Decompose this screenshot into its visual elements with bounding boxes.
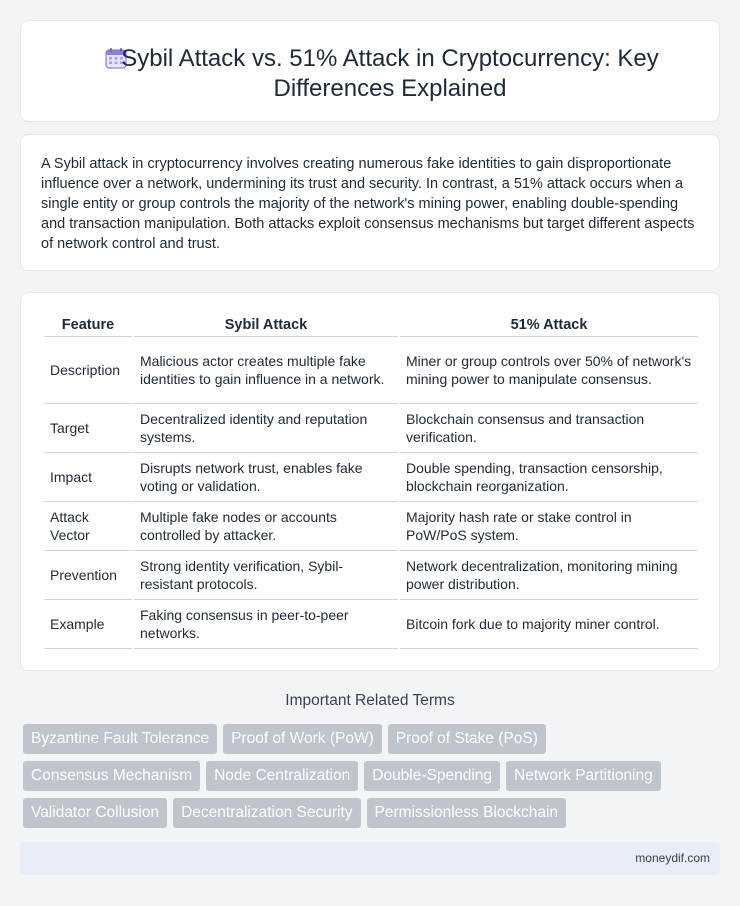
row-feature: Impact [44, 453, 132, 502]
table-row [44, 404, 698, 453]
tag-node-centralization[interactable]: Node Centralization [206, 761, 358, 791]
row-sybil: Disrupts network trust, enables fake voting or validation. [134, 453, 398, 502]
related-terms-title: Important Related Terms [285, 692, 455, 709]
row-sybil: Multiple fake nodes or accounts controlled by attacker. [134, 502, 398, 551]
tag-row [23, 798, 723, 828]
comparison-table-card [20, 292, 720, 671]
row-51: Majority hash rate or stake control in PoW/PoS system. [400, 502, 698, 551]
tag-proof-of-stake[interactable]: Proof of Stake (PoS) [388, 724, 546, 754]
row-sybil: Faking consensus in peer-to-peer networks. [134, 600, 398, 649]
intro-paragraph: A Sybil attack in cryptocurrency involves creating numerous fake identities to gain disproportionate influence over a network, undermining its trust and security. In contrast, a 51% attack occurs when a single entity or group controls the majority of the network's mining power, enabling double-spending and transaction manipulation. Both attacks exploit consensus mechanisms but target different aspects of network control and trust. [41, 156, 695, 252]
row-feature: Target [44, 404, 132, 453]
page-title: Sybil Attack vs. 51% Attack in Cryptocurrency: Key Differences Explained [121, 45, 659, 102]
table-row [44, 337, 698, 404]
row-sybil: Strong identity verification, Sybil-resistant protocols. [134, 551, 398, 600]
row-sybil: Malicious actor creates multiple fake identities to gain influence in a network. [134, 337, 398, 404]
tag-proof-of-work[interactable]: Proof of Work (PoW) [223, 724, 382, 754]
tag-row [23, 724, 723, 754]
tag-decentralization-security[interactable]: Decentralization Security [173, 798, 360, 828]
row-feature: Example [44, 600, 132, 649]
tag-network-partitioning[interactable]: Network Partitioning [506, 761, 661, 791]
row-feature: Attack Vector [44, 502, 132, 551]
row-feature: Description [44, 337, 132, 404]
row-51: Blockchain consensus and transaction verification. [400, 404, 698, 453]
table-header-row [44, 313, 698, 337]
tag-double-spending[interactable]: Double-Spending [364, 761, 500, 791]
related-terms-list [23, 724, 723, 835]
row-51: Bitcoin fork due to majority miner control. [400, 600, 698, 649]
comparison-table [42, 313, 700, 649]
title-card [20, 20, 720, 122]
table-row [44, 502, 698, 551]
intro-card [20, 134, 720, 271]
row-51: Miner or group controls over 50% of network's mining power to manipulate consensus. [400, 337, 698, 404]
tag-permissionless-blockchain[interactable]: Permissionless Blockchain [367, 798, 567, 828]
table-row [44, 551, 698, 600]
header-51: 51% Attack [400, 313, 698, 337]
tag-validator-collusion[interactable]: Validator Collusion [23, 798, 167, 828]
row-sybil: Decentralized identity and reputation systems. [134, 404, 398, 453]
row-51: Network decentralization, monitoring mining power distribution. [400, 551, 698, 600]
table-row [44, 453, 698, 502]
header-feature: Feature [44, 313, 132, 337]
table-row [44, 600, 698, 649]
tag-consensus-mechanism[interactable]: Consensus Mechanism [23, 761, 200, 791]
tag-row [23, 761, 723, 791]
row-51: Double spending, transaction censorship, blockchain reorganization. [400, 453, 698, 502]
header-sybil: Sybil Attack [134, 313, 398, 337]
row-feature: Prevention [44, 551, 132, 600]
footer-site-link[interactable]: moneydif.com [635, 851, 710, 865]
tag-byzantine-fault-tolerance[interactable]: Byzantine Fault Tolerance [23, 724, 217, 754]
footer [20, 842, 720, 875]
